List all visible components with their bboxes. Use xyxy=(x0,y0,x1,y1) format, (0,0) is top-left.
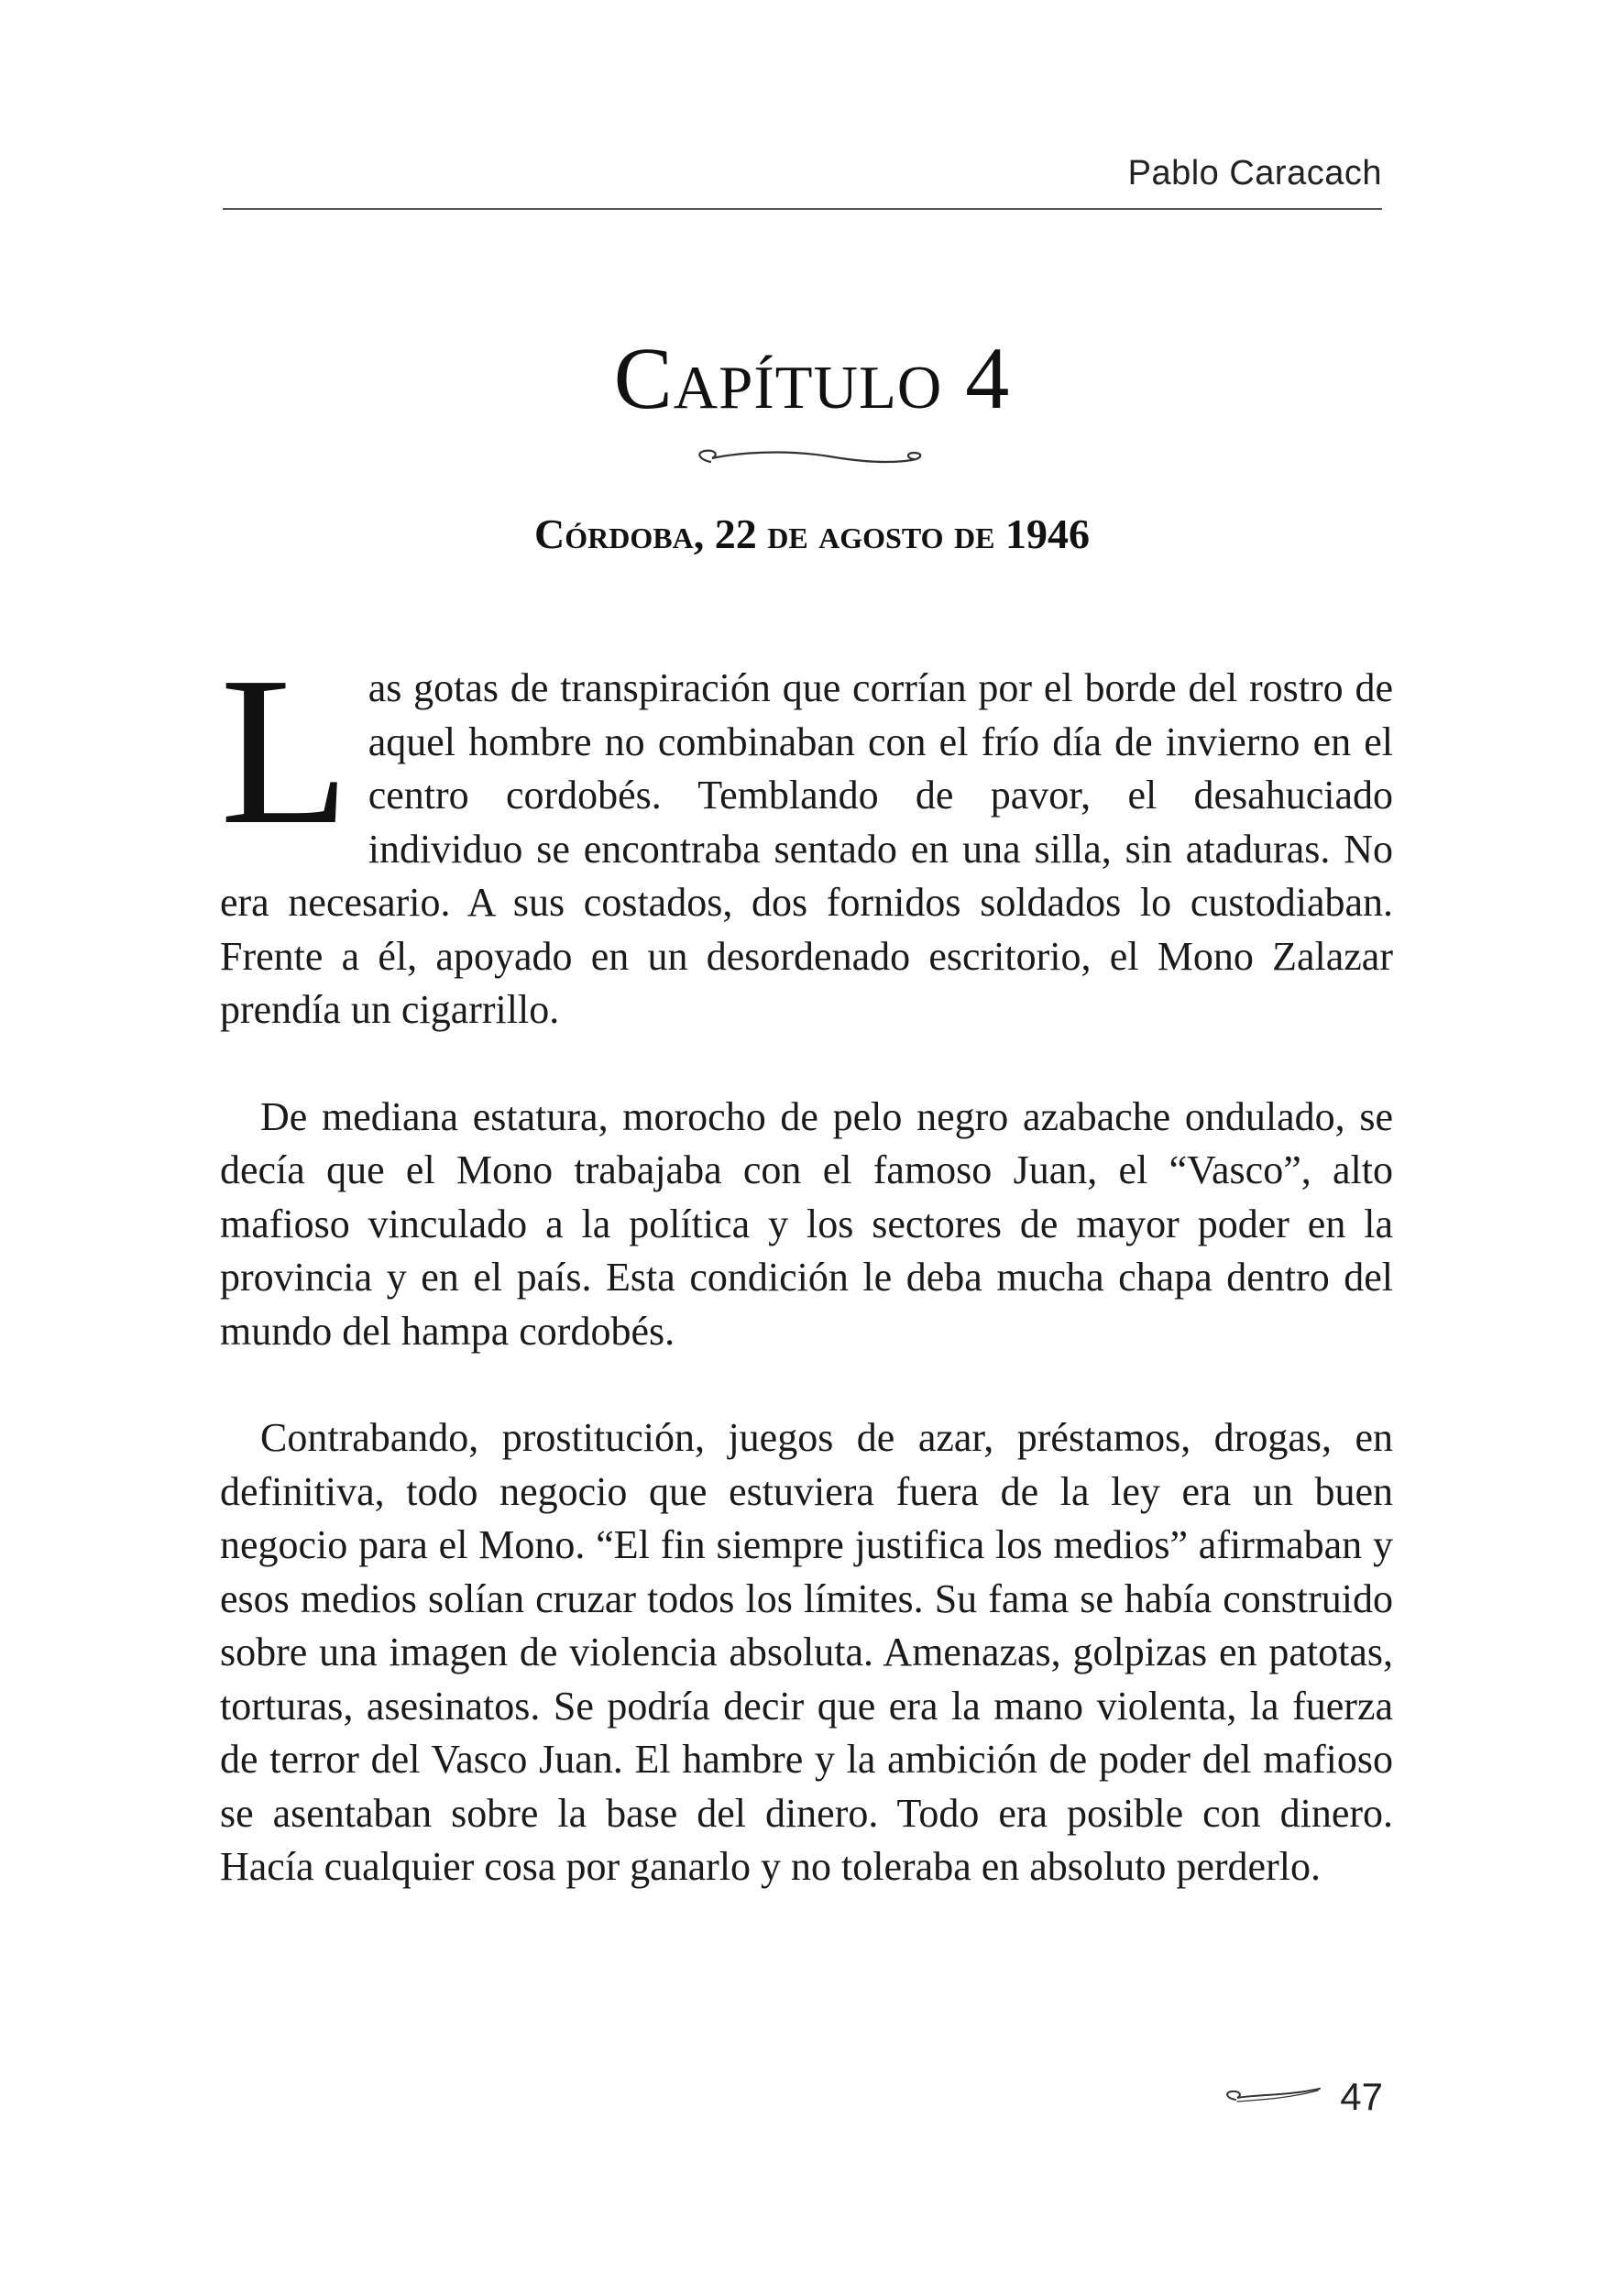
page-footer xyxy=(1217,2074,1383,2120)
running-header-author: Pablo Caracach xyxy=(1127,154,1382,192)
paragraph-1-text: as gotas de transpiración que corrían por el borde del rostro de aquel hombre no combinaban con el frío día de invierno en el centro cordobés. Temblando de pavor, el desahuciado individuo se encontraba sentado en una silla, sin ataduras. No era necesario. A sus costados, dos fornidos soldados lo custodiaban. Frente a él, apoyado en un desordenado escritorio, el Mono Zalazar prendía un cigarrillo. xyxy=(220,665,1393,1032)
paragraph-1 xyxy=(220,633,1393,1037)
page-number: 47 xyxy=(1340,2075,1383,2118)
paragraph-2: De mediana estatura, morocho de pelo negro azabache ondulado, se decía que el Mono trabajaba con el famoso Juan, el “Vasco”, alto mafioso vinculado a la política y los sectores de mayor poder en la provincia y en el país. Esta condición le deba mucha chapa dentro del mundo del hampa cordobés. xyxy=(220,1093,1393,1354)
header-rule xyxy=(223,208,1382,210)
chapter-title: Capítulo 4 xyxy=(613,329,1011,427)
chapter-subtitle: Córdoba, 22 de agosto de 1946 xyxy=(534,510,1090,557)
drop-cap: L xyxy=(220,633,350,869)
chapter-body xyxy=(220,633,1393,1948)
swash-ornament-icon xyxy=(1217,2083,1325,2111)
paragraph-3: Contrabando, prostitución, juegos de azar, préstamos, drogas, en definitiva, todo negocio que estuviera fuera de la ley era un buen negocio para el Mono. “El fin siempre justifica los medios” afirmaban y esos medios solían cruzar todos los límites. Su fama se había construido sobre una imagen de violencia absoluta. Amenazas, golpizas en patotas, torturas, asesinatos. Se podría decir que era la mano violenta, la fuerza de terror del Vasco Juan. El hambre y la ambición de poder del mafioso se asentaban sobre la base del dinero. Todo era posible con dinero. Hacía cualquier cosa por ganarlo y no toleraba en absoluto perderlo. xyxy=(220,1415,1393,1889)
flourish-ornament-icon xyxy=(683,444,926,475)
